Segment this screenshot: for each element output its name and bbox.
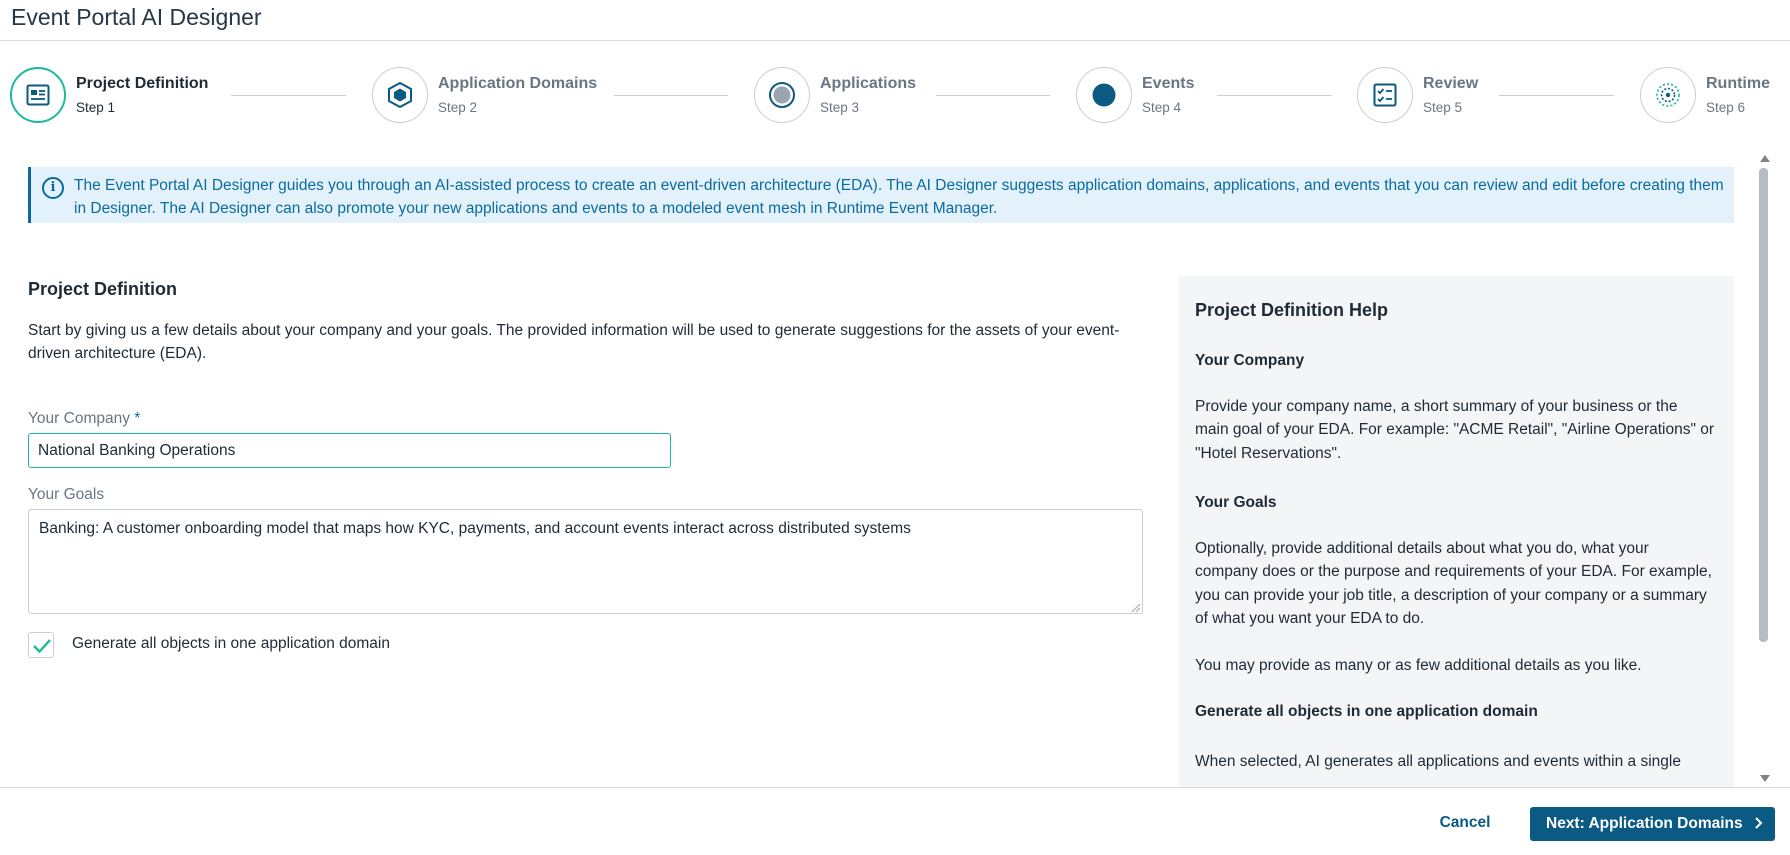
step-connector (1499, 95, 1614, 96)
step-4-sub: Step 4 (1142, 100, 1182, 115)
step-1-circle (10, 67, 66, 123)
next-button-label: Next: Application Domains (1546, 815, 1743, 832)
company-label-text: Your Company (28, 410, 130, 427)
required-mark: * (134, 410, 141, 427)
company-label (28, 410, 140, 428)
step-4-title: Events (1142, 75, 1195, 92)
goals-textarea[interactable] (28, 509, 1143, 614)
step-3-title: Applications (820, 75, 917, 92)
step-1-title: Project Definition (76, 75, 209, 92)
help-domain-text: When selected, AI generates all applications and events within a single (1195, 753, 1681, 770)
step-connector (231, 95, 346, 96)
step-connector (614, 95, 728, 96)
step-4-circle (1076, 67, 1132, 123)
step-project-definition[interactable] (10, 67, 209, 123)
help-company-heading: Your Company (1195, 352, 1305, 369)
info-text: The Event Portal AI Designer guides you through an AI-assisted process to create an event-driven architecture (EDA). The AI Designer suggests application domains, applications, and events that you can review and edit before creating them in Designer. The AI Designer can also promote your new applications and events to a modeled event mesh in Runtime Event Manager. (74, 177, 1724, 217)
chevron-right-icon (1753, 815, 1765, 831)
main-content (0, 152, 1776, 787)
step-applications[interactable] (754, 67, 934, 123)
company-input[interactable] (28, 433, 671, 468)
checkmark-icon (32, 637, 52, 655)
step-connector (1217, 95, 1332, 96)
help-panel (1179, 276, 1734, 787)
help-domain-heading: Generate all objects in one application domain (1195, 703, 1538, 720)
form-icon (26, 84, 50, 106)
app-header (0, 0, 1790, 41)
scroll-up-icon[interactable] (1760, 155, 1770, 162)
step-6-sub: Step 6 (1706, 100, 1746, 115)
step-3-sub: Step 3 (820, 100, 860, 115)
cancel-button[interactable]: Cancel (1420, 806, 1510, 840)
step-6-circle (1640, 67, 1696, 123)
event-dot-icon (1091, 82, 1117, 108)
step-runtime[interactable] (1640, 67, 1780, 123)
step-6-title: Runtime (1706, 75, 1770, 92)
checklist-icon (1373, 83, 1397, 107)
step-2-circle (372, 67, 428, 123)
application-circle-icon (768, 81, 796, 109)
step-review[interactable] (1357, 67, 1507, 123)
help-goals-heading: Your Goals (1195, 494, 1277, 511)
goals-label: Your Goals (28, 486, 105, 503)
scroll-thumb[interactable] (1759, 168, 1768, 642)
step-5-circle (1357, 67, 1413, 123)
step-5-sub: Step 5 (1423, 100, 1463, 115)
help-goals-text-2: You may provide as many or as few additional details as you like. (1195, 657, 1642, 674)
step-connector (936, 95, 1050, 96)
help-goals-text: Optionally, provide additional details about what you do, what your company does or the purpose and requirements of your EDA. For example, you can provide your job title, a description of your company or a summary of what you want your EDA to do. (1195, 540, 1712, 627)
wizard-stepper (0, 41, 1790, 151)
step-events[interactable] (1076, 67, 1226, 123)
step-1-sub: Step 1 (76, 100, 116, 115)
app-title: Event Portal AI Designer (11, 4, 262, 30)
hexagon-icon (387, 81, 413, 109)
resize-grip-icon[interactable] (1131, 603, 1141, 613)
help-title: Project Definition Help (1195, 300, 1389, 320)
next-button[interactable] (1530, 807, 1775, 841)
section-description: Start by giving us a few details about your company and your goals. The provided information will be used to generate suggestions for the assets of your event-driven architecture (EDA). (28, 322, 1120, 362)
step-3-circle (754, 67, 810, 123)
step-application-domains[interactable] (372, 67, 598, 123)
step-2-sub: Step 2 (438, 100, 478, 115)
single-domain-checkbox[interactable] (28, 632, 54, 658)
footer (0, 787, 1790, 855)
step-5-title: Review (1423, 75, 1479, 92)
info-icon: i (42, 177, 64, 199)
info-banner (28, 167, 1734, 223)
help-company-text: Provide your company name, a short summary of your business or the main goal of your EDA. For example: "ACME Retail", "Airline Operations" or "Hotel Reservations". (1195, 398, 1715, 462)
scroll-down-icon[interactable] (1760, 775, 1770, 782)
runtime-mesh-icon (1655, 82, 1681, 108)
section-title: Project Definition (28, 279, 178, 299)
single-domain-checkbox-label[interactable]: Generate all objects in one application domain (72, 635, 390, 652)
content-scrollbar[interactable] (1754, 152, 1776, 787)
step-2-title: Application Domains (438, 75, 598, 92)
